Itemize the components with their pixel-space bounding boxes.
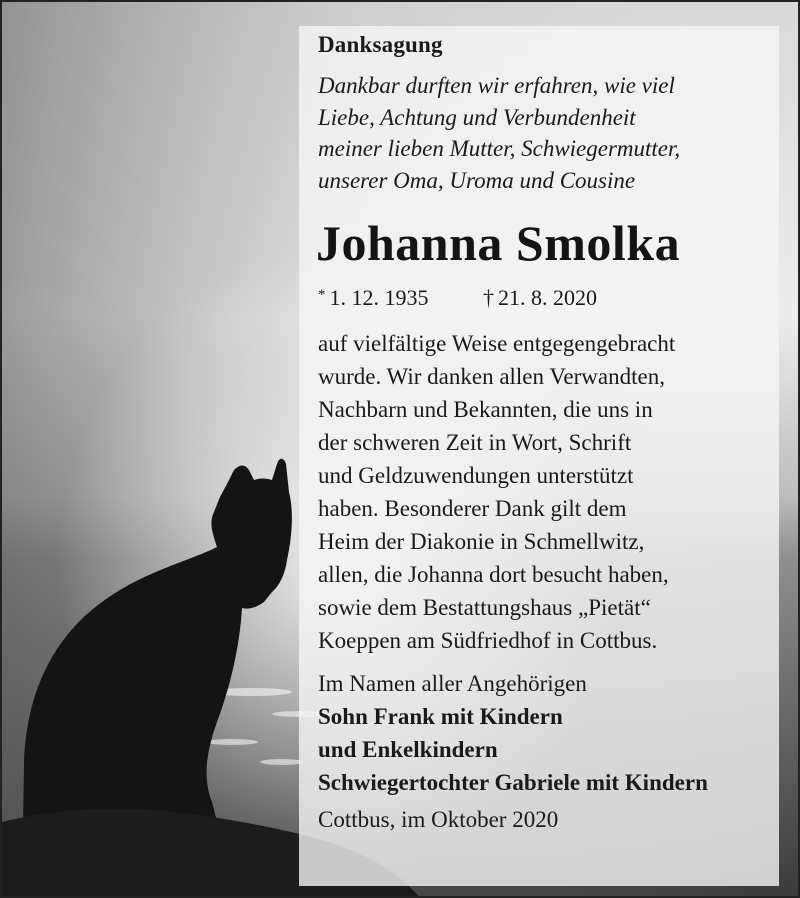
body-line: sowie dem Bestattungshaus „Pietät“ (318, 595, 651, 620)
body-line: Koeppen am Südfriedhof in Cottbus. (318, 628, 658, 653)
body-line: der schweren Zeit in Wort, Schrift (318, 430, 632, 455)
intro-line: Dankbar durften wir erfahren, wie viel (318, 73, 675, 98)
notice-text (318, 30, 788, 836)
deceased-name: Johanna Smolka (316, 215, 681, 271)
signatory-line: Schwiegertochter Gabriele mit Kindern (318, 770, 708, 795)
intro-line: meiner lieben Mutter, Schwiegermutter, (318, 136, 681, 161)
intro-paragraph (318, 70, 788, 196)
signatory-line: Sohn Frank mit Kindern (318, 704, 563, 729)
signatory-line: und Enkelkindern (318, 737, 498, 762)
body-line: haben. Besonderer Dank gilt dem (318, 496, 627, 521)
body-line: Nachbarn und Bekannten, die uns in (318, 397, 653, 422)
intro-line: unserer Oma, Uroma und Cousine (318, 167, 636, 193)
body-line: auf vielfältige Weise entgegengebracht (318, 331, 676, 356)
body-paragraph (318, 327, 788, 657)
closing-intro: Im Namen aller Angehörigen (318, 671, 587, 696)
intro-line: Liebe, Achtung und Verbundenheit (318, 104, 636, 130)
birth-symbol: * (318, 287, 326, 303)
body-line: Heim der Diakonie in Schmellwitz, (318, 529, 645, 554)
body-line: allen, die Johanna dort besucht haben, (318, 562, 669, 587)
notice-heading: Danksagung (318, 32, 443, 57)
body-line: und Geldzuwendungen unterstützt (318, 463, 634, 488)
closing-block (318, 667, 788, 799)
body-line: wurde. Wir danken allen Verwandten, (318, 364, 665, 389)
death-date: 21. 8. 2020 (498, 285, 597, 310)
place-and-date: Cottbus, im Oktober 2020 (318, 807, 559, 832)
birth-date-group (318, 280, 483, 313)
birth-date: 1. 12. 1935 (329, 285, 429, 310)
death-symbol: † (483, 285, 494, 310)
life-dates (318, 280, 788, 313)
